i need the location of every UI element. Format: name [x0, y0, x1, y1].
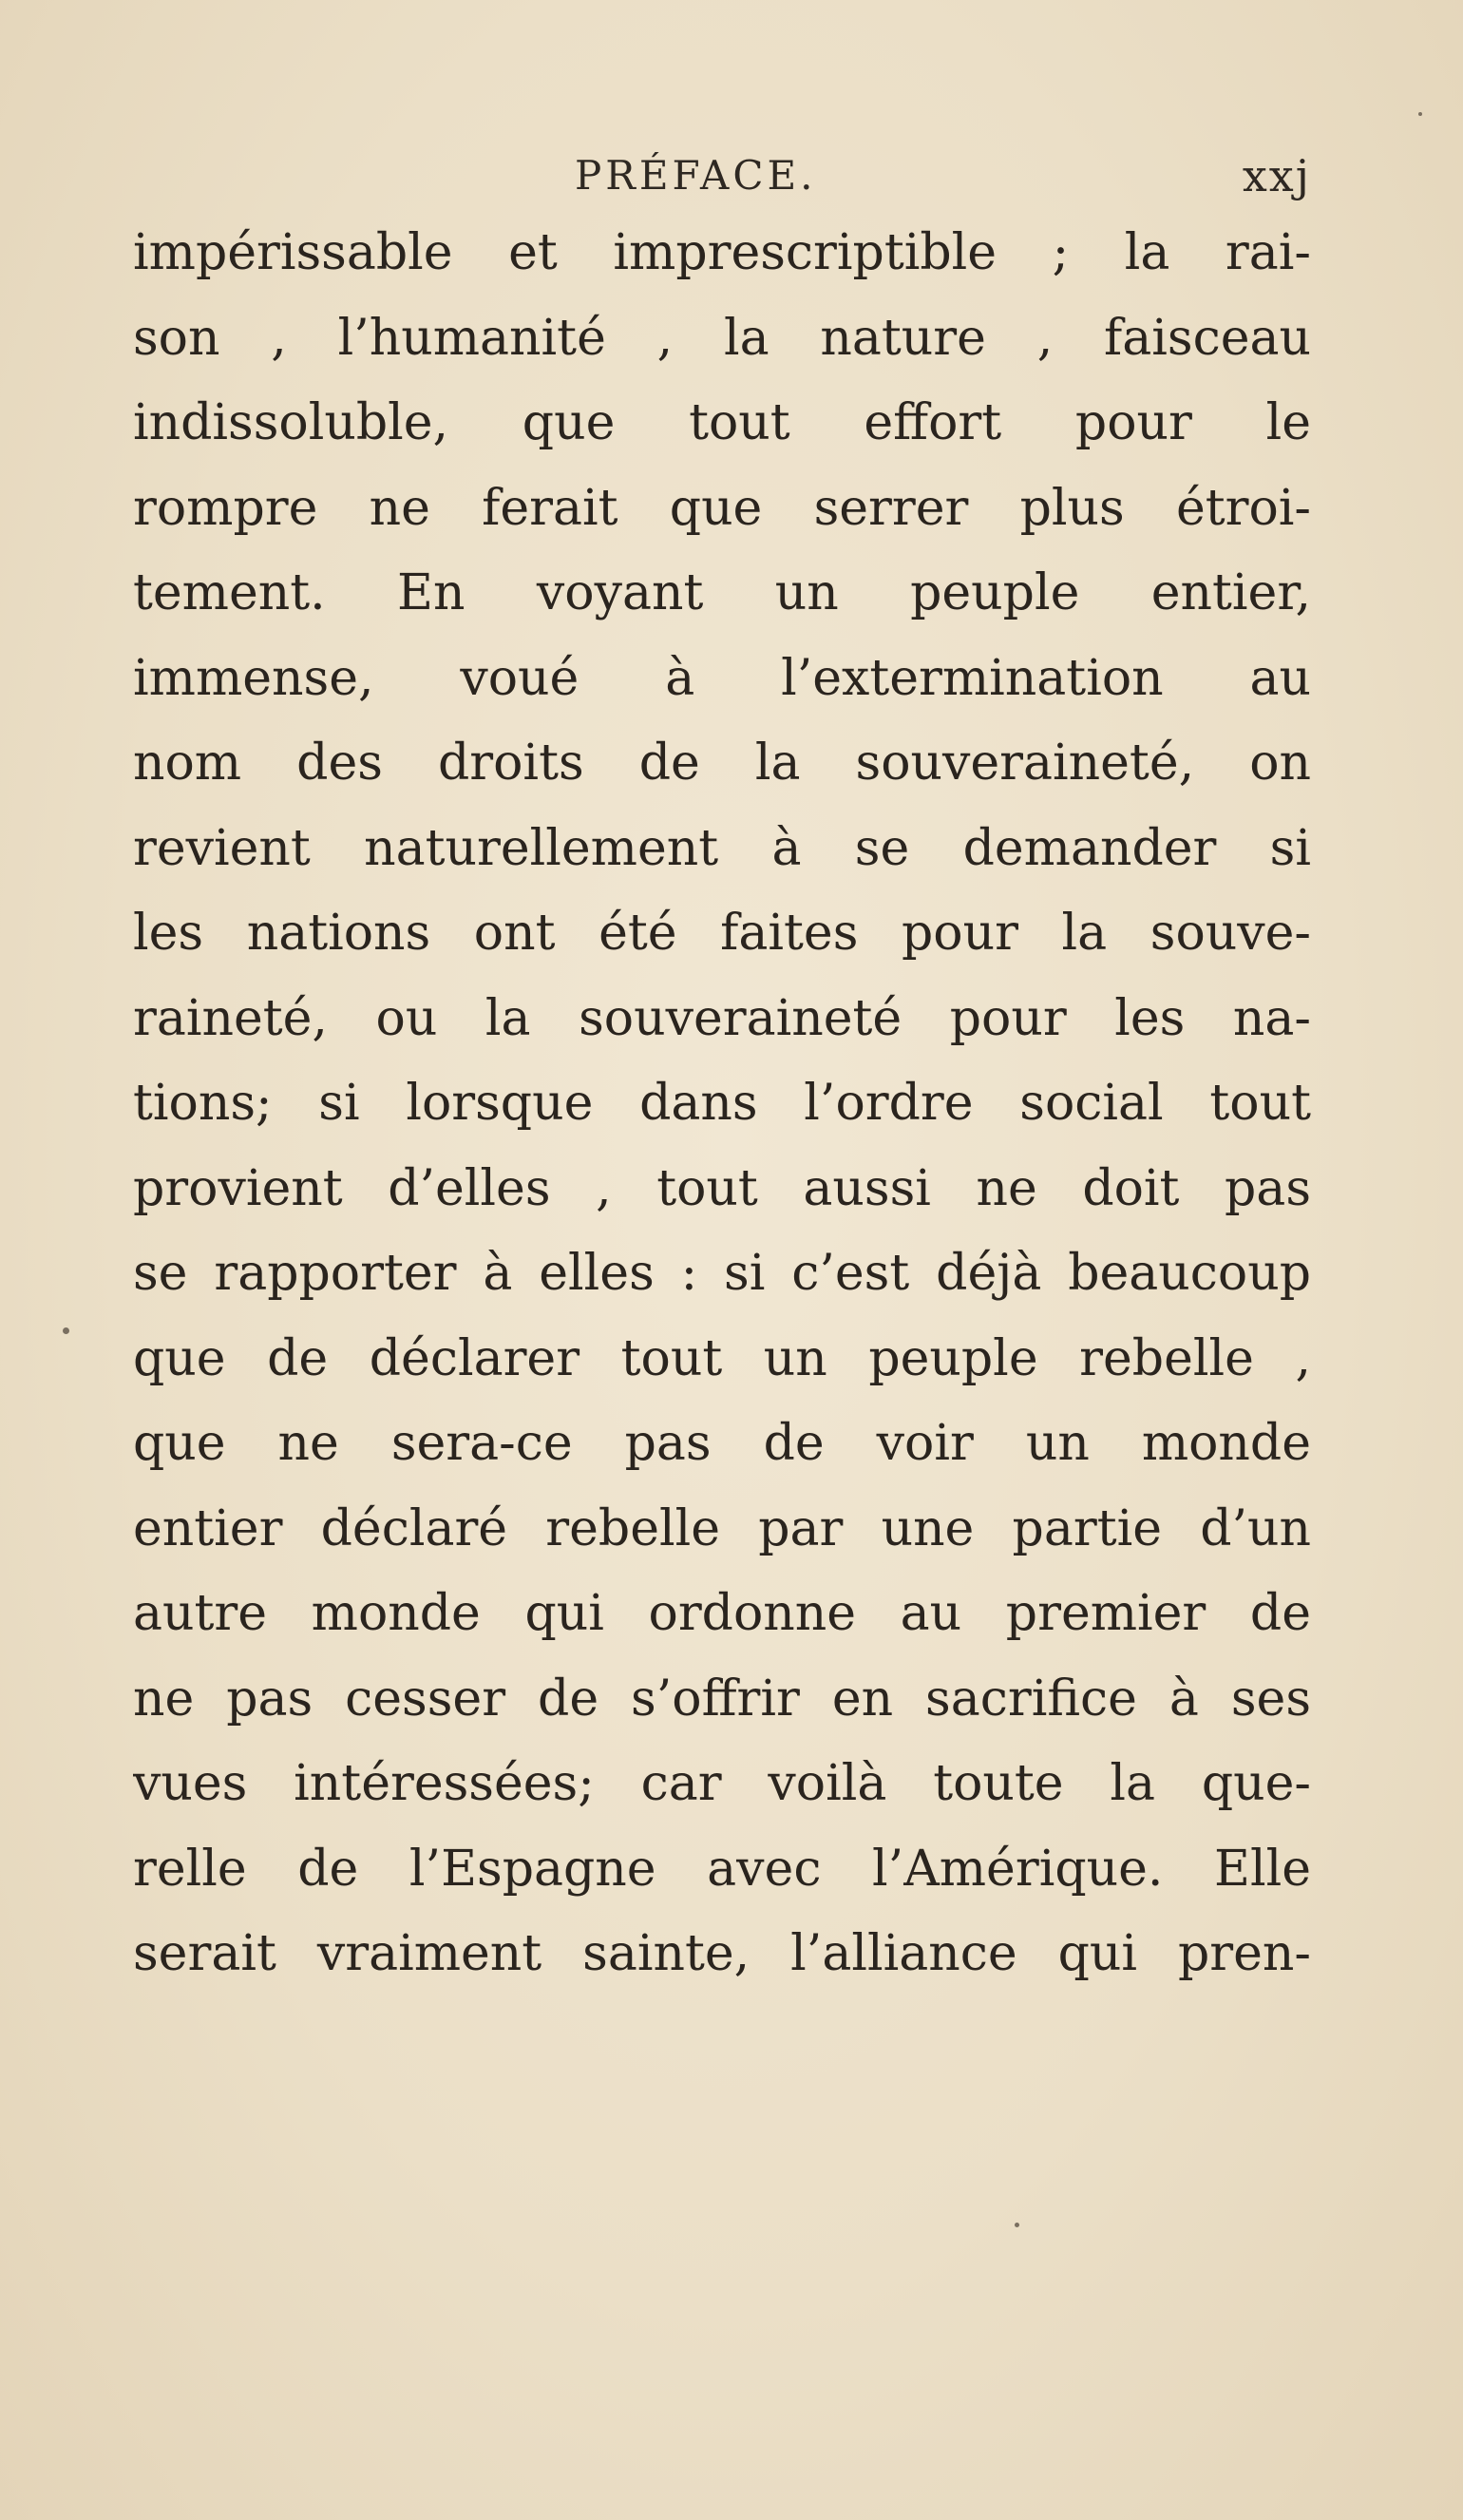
running-head [133, 152, 1311, 209]
running-title: PRÉFACE. [575, 152, 817, 199]
text-line: nom des droits de la souveraineté, on [133, 735, 1311, 792]
text-line: entier déclaré rebelle par une partie d’un [133, 1499, 1311, 1557]
text-line: son , l’humanité , la nature , faisceau [133, 309, 1311, 367]
text-line: raineté, ou la souveraineté pour les na- [133, 989, 1311, 1047]
text-line: les nations ont été faites pour la souve- [133, 905, 1311, 962]
text-line: relle de l’Espagne avec l’Amérique. Elle [133, 1840, 1311, 1898]
text-line: provient d’elles , tout aussi ne doit pas [133, 1159, 1311, 1217]
paper-speck [63, 1327, 69, 1334]
text-line: indissoluble, que tout effort pour le [133, 394, 1311, 451]
text-line: que ne sera-ce pas de voir un monde [133, 1415, 1311, 1472]
text-line: autre monde qui ordonne au premier de [133, 1585, 1311, 1642]
text-line: rompre ne ferait que serrer plus étroi- [133, 479, 1311, 537]
text-line: ne pas cesser de s’offrir en sacrifice à ses [133, 1670, 1311, 1728]
page-number: xxj [1242, 150, 1311, 201]
text-line: tement. En voyant un peuple entier, [133, 564, 1311, 621]
text-line: vues intéressées; car voilà toute la que- [133, 1755, 1311, 1812]
text-line: impérissable et imprescriptible ; la rai- [133, 224, 1311, 281]
text-line: tions; si lorsque dans l’ordre social tout [133, 1075, 1311, 1132]
text-line: se rapporter à elles : si c’est déjà beaucoup [133, 1245, 1311, 1302]
body-text [133, 211, 1311, 1997]
paper-speck [1418, 112, 1422, 116]
text-line: serait vraiment sainte, l’alliance qui pren- [133, 1925, 1311, 1982]
text-line: revient naturellement à se demander si [133, 819, 1311, 877]
paper-speck [1015, 2223, 1019, 2227]
text-line: immense, voué à l’extermination au [133, 649, 1311, 707]
text-line: que de déclarer tout un peuple rebelle , [133, 1329, 1311, 1387]
